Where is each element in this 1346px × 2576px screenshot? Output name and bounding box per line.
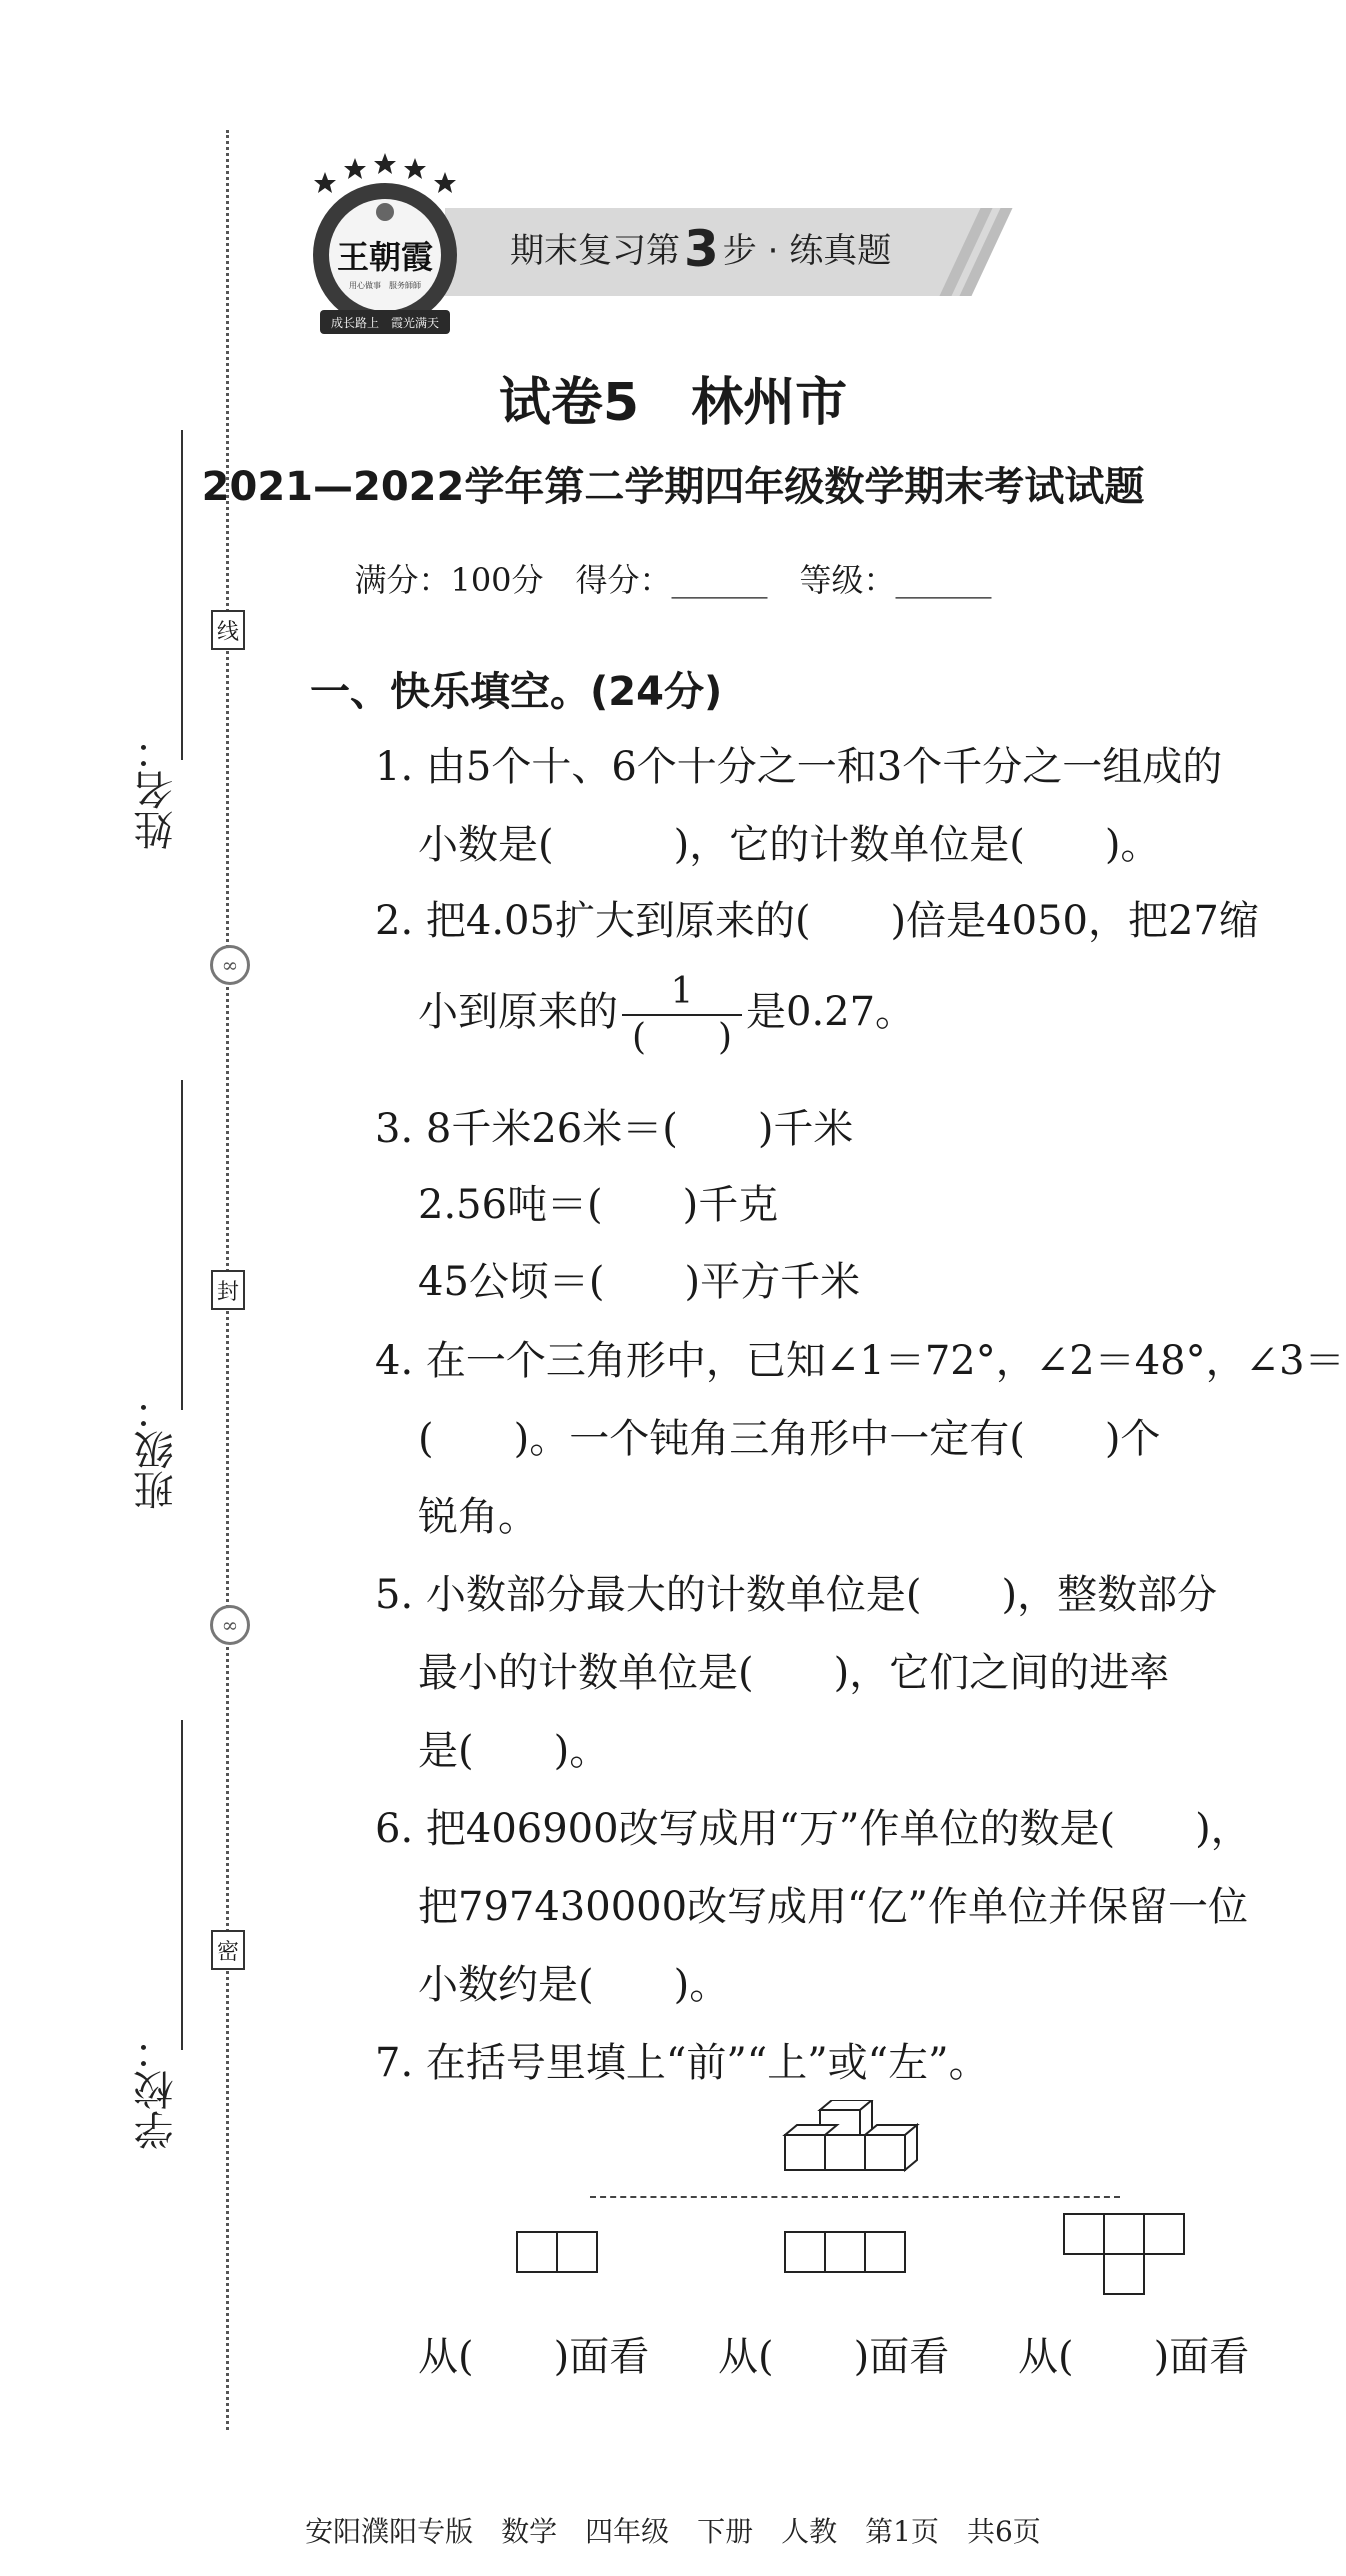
q1-line1: 1. 由5个十、6个十分之一和3个千分之一组成的 [375,744,1223,790]
swirl-icon: ∞ [210,945,250,985]
fraction-denominator: ( ) [631,1017,733,1058]
q3-line3: 45公顷＝( )平方千米 [418,1259,861,1305]
q1-line2: 小数是( )，它的计数单位是( )。 [418,822,1161,868]
q7-view3: 从( )面看 [1018,2334,1250,2380]
banner-suffix: 步 · 练真题 [722,231,892,271]
q4-line1: 4. 在一个三角形中，已知∠1＝72°，∠2＝48°，∠3＝ [375,1338,1345,1384]
view-figure-1 [515,2230,601,2276]
seal-line-box: 线 [211,610,245,650]
view-figure-2 [783,2230,909,2276]
q7-line1: 7. 在括号里填上“前”“上”或“左”。 [375,2040,989,2086]
q4-line3: 锐角。 [418,1494,538,1540]
name-label: 姓名： [134,730,180,850]
q4-line2: ( )。一个钝角三角形中一定有( )个 [418,1416,1161,1462]
fraction-numerator: 1 [670,971,694,1012]
figure-divider-dashed [590,2196,1120,2198]
q2-fraction [622,970,742,1060]
q5-line3: 是( )。 [418,1728,610,1774]
banner-prefix: 期末复习第 [510,231,680,271]
q5-line2: 最小的计数单位是( )，它们之间的进率 [418,1650,1170,1696]
q6-line1: 6. 把406900改写成用“万”作单位的数是( )， [375,1806,1251,1852]
q2-line1: 2. 把4.05扩大到原来的( )倍是4050，把27缩 [375,898,1259,944]
q2-line2-pre: 小到原来的 [418,989,618,1035]
cube-stack-figure [780,2100,930,2180]
publisher-logo [300,150,470,340]
logo-ribbon: 成长路上 霞光满天 [330,316,440,330]
class-blank-line [181,1080,183,1410]
logo-text: 王朝霞 [336,238,434,276]
q2-line2 [418,970,915,1060]
q6-line3: 小数约是( )。 [418,1962,730,2008]
view-figure-3 [1062,2212,1188,2300]
q7-view2: 从( )面看 [718,2334,950,2380]
exam-subtitle: 2021—2022学年第二学期四年级数学期末考试试题 [201,464,1145,510]
score-line: 满分：100分 得分：______ 等级：______ [354,561,992,599]
banner-text [510,220,891,278]
seal-seal-box: 封 [211,1270,245,1310]
logo-slogan: 用心做事 服务師師 [349,281,421,290]
q5-line1: 5. 小数部分最大的计数单位是( )，整数部分 [375,1572,1218,1618]
q6-line2: 把797430000改写成用“亿”作单位并保留一位 [418,1884,1248,1930]
exam-title: 试卷5 林州市 [498,373,848,433]
q2-line2-post: 是0.27。 [746,989,916,1035]
banner-step: 3 [684,220,719,278]
page-footer: 安阳濮阳专版 数学 四年级 下册 人教 第1页 共6页 [305,2515,1041,2548]
school-label: 学校： [134,2030,180,2150]
q3-line2: 2.56吨＝( )千克 [418,1182,779,1228]
q7-view1: 从( )面看 [418,2334,650,2380]
school-blank-line [181,1720,183,2050]
q3-line1: 3. 8千米26米＝( )千米 [375,1106,854,1152]
swirl-icon: ∞ [210,1605,250,1645]
class-label: 班级： [134,1390,180,1510]
seal-dense-box: 密 [211,1930,245,1970]
section-heading: 一、快乐填空。(24分) [310,669,723,715]
